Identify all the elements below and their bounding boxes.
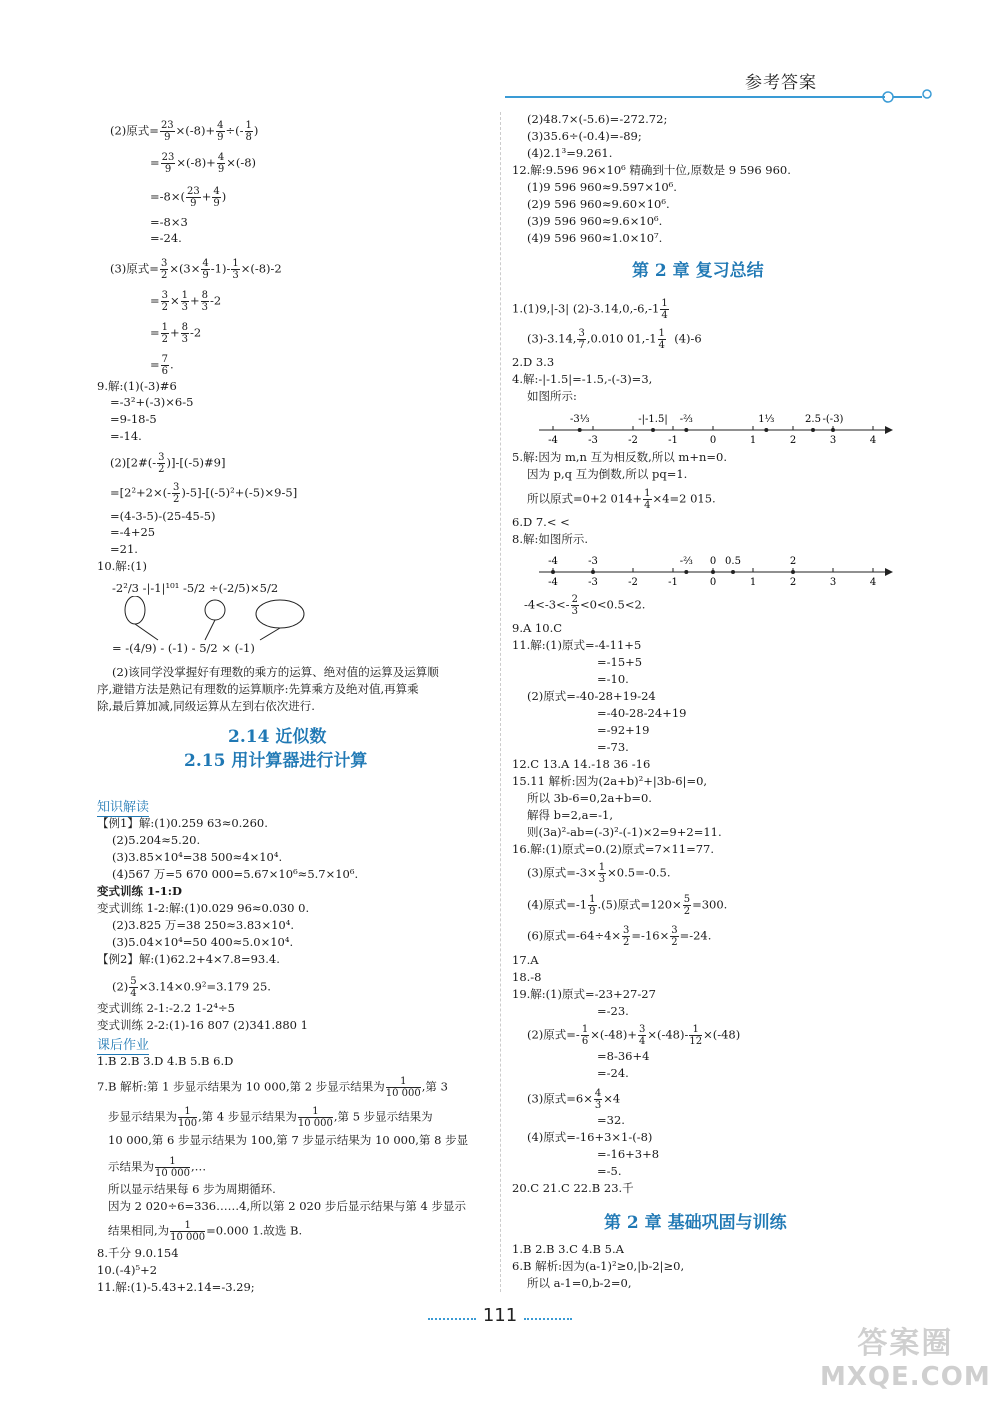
- right-line: 4.解:-|-1.5|=-1.5,-(-3)=3,: [512, 372, 653, 386]
- tick-label: 0: [709, 435, 717, 446]
- left-line: = $\frac{23}{9}$ ×(-8)+ $\frac{4}{9}$ ×(-8): [150, 152, 257, 175]
- section-title: 2.15 用计算器进行计算: [184, 751, 368, 771]
- right-line: 1.(1)9,|-3| (2)-3.14,0,-6,-1 $\frac{1}{4}$: [512, 298, 668, 321]
- watermark-logo-text: 答案圈: [857, 1326, 954, 1361]
- right-line: (2)9 596 960≈9.60×10⁶.: [527, 197, 670, 211]
- point-label: -|-1.5|: [638, 414, 668, 425]
- left-line: =-8×3: [150, 215, 188, 229]
- right-line: (4)原式=-1 $\frac{1}{9}$ .(5)原式=120× $\frac{5}{2}$ =300.: [527, 894, 728, 917]
- right-line: =32.: [597, 1113, 625, 1127]
- point-dot: [711, 570, 715, 574]
- right-line: 18.-8: [512, 970, 542, 984]
- left-line: 结果相同,为 $\frac{1}{10 000}$ =0.000 1.故选 B.: [108, 1220, 303, 1243]
- left-line: 10.(-4)⁵+2: [97, 1263, 158, 1277]
- right-line: 11.解:(1)原式=-4-11+5: [512, 638, 642, 652]
- left-line: 变式训练 2-2:(1)-16 807 (2)341.880 1: [97, 1018, 308, 1032]
- right-line: (2)原式=-40-28+19-24: [527, 689, 656, 703]
- left-line: (2)[2#(- $\frac{3}{2}$ )]-[(-5)#9]: [110, 452, 226, 475]
- tick-label: 4: [869, 435, 877, 446]
- right-line: =-10.: [597, 672, 629, 686]
- left-line: 所以显示结果每 6 步为周期循环.: [108, 1182, 276, 1196]
- point-dot: [651, 428, 655, 432]
- left-line: =-14.: [110, 429, 142, 443]
- watermark-site-text: MXQE.COM: [820, 1362, 991, 1392]
- fraction: $\frac{23}{9}$: [160, 120, 174, 143]
- right-line: (4)9 596 960≈1.0×10⁷.: [527, 231, 663, 245]
- page-number-dots-right: [524, 1318, 572, 1320]
- point-label: -3: [588, 556, 598, 567]
- right-line: 1.B 2.B 3.C 4.B 5.A: [512, 1242, 624, 1256]
- left-line: (2)5.204≈5.20.: [112, 833, 201, 847]
- right-line: 12.解:9.596 96×10⁶ 精确到十位,原数是 9 596 960.: [512, 163, 791, 177]
- left-line: 变式训练 2-1:-2.2 1-2⁴÷5: [97, 1001, 235, 1015]
- left-line: (2)原式= $\frac{23}{9}$ ×(-8)+ $\frac{4}{9}$ ÷(- $\frac{1}{8}$ ): [110, 120, 259, 143]
- left-line: 变式训练 1-1:D: [97, 884, 182, 898]
- left-line: = -(4/9) - (-1) - 5/2 × (-1): [112, 641, 255, 655]
- right-line: 12.C 13.A 14.-18 36 -16: [512, 757, 651, 771]
- left-line: =[2²+2×(- $\frac{3}{2}$ )-5]-[(-5)²+(-5)×9-5]: [110, 482, 298, 505]
- tick-label: -4: [548, 577, 558, 588]
- point-label: -⅔: [679, 556, 693, 567]
- point-dot: [731, 570, 735, 574]
- tick-label: -4: [548, 435, 558, 446]
- right-line: 如图所示:: [527, 389, 577, 403]
- section-title: 第 2 章 复习总结: [632, 261, 764, 281]
- left-line: 步显示结果为 $\frac{1}{100}$ ,第 4 步显示结果为 $\frac{1}{10 000}$ ,第 5 步显示结果为: [108, 1106, 433, 1129]
- left-line: =(4-3-5)-(25-45-5): [110, 509, 216, 523]
- right-line: 则(3a)²-ab=(-3)²-(-1)×2=9+2=11.: [527, 825, 722, 839]
- left-line: =-4+25: [110, 525, 156, 539]
- left-line: = $\frac{7}{6}$ .: [150, 354, 174, 377]
- left-line: (2)该同学没掌握好有理数的乘方的运算、绝对值的运算及运算顺: [112, 665, 439, 679]
- point-dot: [551, 570, 555, 574]
- right-line: =8-36+4: [597, 1049, 650, 1063]
- tick-label: -1: [668, 435, 678, 446]
- right-line: =-15+5: [597, 655, 643, 669]
- point-dot: [831, 428, 835, 432]
- left-line: (3)原式= $\frac{3}{2}$ ×(3× $\frac{4}{9}$ -1)- $\frac{1}{3}$ ×(-8)-2: [110, 258, 282, 281]
- point-label: 0.5: [725, 556, 741, 567]
- point-label: -⅔: [679, 414, 693, 425]
- right-line: 17.A: [512, 953, 539, 967]
- right-line: (1)9 596 960≈9.597×10⁶.: [527, 180, 677, 194]
- right-line: 9.A 10.C: [512, 621, 563, 635]
- point-dot: [811, 428, 815, 432]
- point-label: -4: [548, 556, 558, 567]
- tick-label: 4: [869, 577, 877, 588]
- right-line: (4)原式=-16+3×1-(-8): [527, 1130, 653, 1144]
- page-number-dots-left: [428, 1318, 476, 1320]
- right-line: 19.解:(1)原式=-23+27-27: [512, 987, 656, 1001]
- left-line: (3)5.04×10⁴=50 400≈5.0×10⁴.: [112, 935, 294, 949]
- tick-label: 2: [789, 435, 797, 446]
- tick-label: 3: [829, 577, 837, 588]
- point-dot: [591, 570, 595, 574]
- tick-label: 1: [749, 577, 757, 588]
- left-line: 序,避错方法是熟记有理数的运算顺序:先算乘方及绝对值,再算乘: [97, 682, 419, 696]
- tick-label: 3: [829, 435, 837, 446]
- subsection-tag: 课后作业: [97, 1034, 149, 1055]
- right-line: 15.11 解析:因为(2a+b)²+|3b-6|=0,: [512, 774, 708, 788]
- section-title: 第 2 章 基础巩固与训练: [604, 1213, 787, 1233]
- tick-label: 0: [709, 577, 717, 588]
- right-line: =-5.: [597, 1164, 622, 1178]
- right-line: =-92+19: [597, 723, 650, 737]
- point-label: -(-3): [822, 414, 844, 425]
- left-line: = $\frac{3}{2}$ × $\frac{1}{3}$ + $\frac{8}{3}$ -2: [150, 290, 222, 313]
- watermark: [820, 1318, 991, 1392]
- tick-label: 1: [749, 435, 757, 446]
- left-line: 【例1】解:(1)0.259 63≈0.260.: [97, 816, 268, 830]
- left-line: =-8×( $\frac{23}{9}$ + $\frac{4}{9}$ ): [150, 186, 227, 209]
- point-dot: [764, 428, 768, 432]
- right-line: 20.C 21.C 22.B 23.千: [512, 1181, 634, 1195]
- point-label: 0: [709, 556, 717, 567]
- tick-label: -3: [588, 435, 598, 446]
- left-line: 变式训练 1-2:解:(1)0.029 96≈0.030 0.: [97, 901, 310, 915]
- left-line: =-24.: [150, 231, 182, 245]
- page-number: 111: [482, 1305, 518, 1326]
- header-circles-icon: [870, 88, 940, 106]
- right-line: =-40-28-24+19: [597, 706, 687, 720]
- left-line: 示结果为 $\frac{1}{10 000}$ ,…: [108, 1156, 207, 1179]
- left-line: 除,最后算加减,同级运算从左到右依次进行.: [97, 699, 315, 713]
- right-line: (3)原式=-3× $\frac{1}{3}$ ×0.5=-0.5.: [527, 862, 671, 885]
- right-line: 6.D 7.< <: [512, 515, 570, 529]
- right-line: (3)原式=6× $\frac{4}{3}$ ×4: [527, 1088, 621, 1111]
- right-line: 16.解:(1)原式=0.(2)原式=7×11=77.: [512, 842, 714, 856]
- left-line: 1.B 2.B 3.D 4.B 5.B 6.D: [97, 1054, 234, 1068]
- right-line: 5.解:因为 m,n 互为相反数,所以 m+n=0.: [512, 450, 727, 464]
- point-dot: [791, 570, 795, 574]
- point-label: 2.5: [805, 414, 821, 425]
- left-line: (2) $\frac{5}{4}$ ×3.14×0.9²=3.179 25.: [112, 976, 271, 999]
- left-line: 7.B 解析:第 1 步显示结果为 10 000,第 2 步显示结果为 $\frac{1}{10 000}$ ,第 3: [97, 1076, 448, 1099]
- axis-arrow-icon: [885, 426, 893, 434]
- right-line: 8.解:如图所示.: [512, 532, 589, 546]
- right-line: 因为 p,q 互为倒数,所以 pq=1.: [527, 467, 688, 481]
- number-line-1: [535, 404, 895, 450]
- left-line: -2²/3 -|-1|¹⁰¹ -5/2 ÷(-2/5)×5/2: [112, 581, 279, 595]
- left-line: 【例2】解:(1)62.2+4×7.8=93.4.: [97, 952, 280, 966]
- left-line: =21.: [110, 542, 138, 556]
- right-line: 所以原式=0+2 014+ $\frac{1}{4}$ ×4=2 015.: [527, 488, 716, 511]
- point-dot: [684, 570, 688, 574]
- point-label: 1⅓: [758, 414, 775, 425]
- number-line-2: [535, 546, 895, 592]
- right-line: (2)48.7×(-5.6)=-272.72;: [527, 112, 668, 126]
- right-line: 所以 a-1=0,b-2=0,: [527, 1276, 632, 1290]
- left-line: 10.解:(1): [97, 559, 147, 573]
- right-line: (3)35.6÷(-0.4)=-89;: [527, 129, 642, 143]
- tick-label: -1: [668, 577, 678, 588]
- point-label: 2: [789, 556, 797, 567]
- right-line: =-16+3+8: [597, 1147, 660, 1161]
- right-line: 2.D 3.3: [512, 355, 555, 369]
- right-line: (2)原式=- $\frac{1}{6}$ ×(-48)+ $\frac{3}{4}$ ×(-48)- $\frac{1}{12}$ ×(-48): [527, 1024, 741, 1047]
- left-line: 11.解:(1)-5.43+2.14=-3.29;: [97, 1280, 255, 1294]
- axis-arrow-icon: [885, 568, 893, 576]
- left-line: (4)567 万=5 670 000=5.67×10⁶≈5.7×10⁶.: [112, 867, 359, 881]
- left-line: = $\frac{1}{2}$ + $\frac{8}{3}$ -2: [150, 322, 202, 345]
- right-line: -4<-3<- $\frac{2}{3}$ <0<0.5<2.: [524, 594, 646, 617]
- left-line: 8.千分 9.0.154: [97, 1246, 179, 1260]
- right-line: 解得 b=2,a=-1,: [527, 808, 613, 822]
- tick-label: -2: [628, 435, 638, 446]
- left-line: 因为 2 020÷6=336……4,所以第 2 020 步后显示结果与第 4 步显示: [108, 1199, 466, 1213]
- right-line: =-23.: [597, 1004, 629, 1018]
- right-line: (4)2.1³=9.261.: [527, 146, 613, 160]
- left-line: 9.解:(1)(-3)#6: [97, 379, 177, 393]
- tick-label: -2: [628, 577, 638, 588]
- right-line: (6)原式=-64÷4× $\frac{3}{2}$ =-16× $\frac{3}{2}$ =-24.: [527, 925, 712, 948]
- right-line: (3)9 596 960≈9.6×10⁶.: [527, 214, 663, 228]
- left-line: =-3²+(-3)×6-5: [110, 395, 194, 409]
- right-line: (3)-3.14, $\frac{3}{7}$ ,0.010 01,-1 $\frac{1}{4}$ (4)-6: [527, 328, 702, 351]
- right-line: 所以 3b-6=0,2a+b=0.: [527, 791, 652, 805]
- right-line: =-24.: [597, 1066, 629, 1080]
- right-line: 6.B 解析:因为(a-1)²≥0,|b-2|≥0,: [512, 1259, 685, 1273]
- right-line: =-73.: [597, 740, 629, 754]
- section-title: 2.14 近似数: [228, 727, 327, 747]
- point-label: -3⅓: [569, 414, 590, 425]
- left-line: 10 000,第 6 步显示结果为 100,第 7 步显示结果为 10 000,第 8 步显: [108, 1133, 469, 1147]
- left-line: =9-18-5: [110, 412, 157, 426]
- header-rule: [505, 96, 885, 98]
- point-dot: [684, 428, 688, 432]
- subsection-tag: 知识解读: [97, 796, 149, 817]
- tick-label: -3: [588, 577, 598, 588]
- point-dot: [578, 428, 582, 432]
- header-title: 参考答案: [745, 73, 817, 93]
- left-line: (2)3.825 万=38 250≈3.83×10⁴.: [112, 918, 295, 932]
- left-line: (3)3.85×10⁴=38 500≈4×10⁴.: [112, 850, 283, 864]
- column-divider: [500, 112, 501, 1292]
- tick-label: 2: [789, 577, 797, 588]
